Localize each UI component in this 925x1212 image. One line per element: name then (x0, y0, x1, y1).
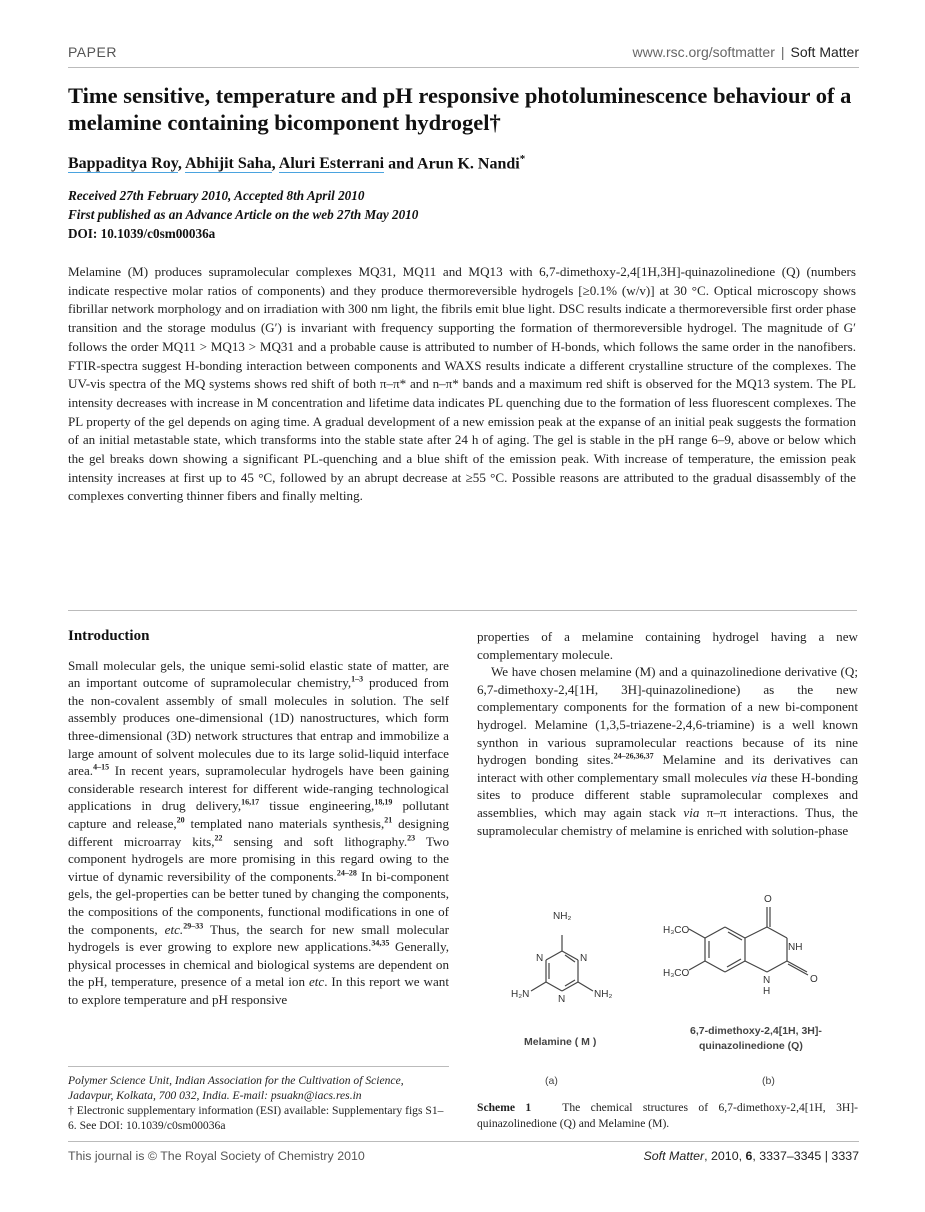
quinazolinedione-label-line1: 6,7-dimethoxy-2,4[1H, 3H]- (690, 1025, 822, 1037)
author-link[interactable]: Aluri Esterrani (278, 155, 385, 173)
footer-divider (68, 1141, 859, 1142)
svg-text:H₃CO: H₃CO (663, 925, 690, 936)
panel-a-label: (a) (545, 1075, 558, 1087)
quinazolinedione-label-line2: quinazolinedione (Q) (699, 1040, 803, 1052)
article-dates (68, 186, 418, 243)
chemical-structures (477, 885, 859, 1095)
citation-link[interactable]: 20 (176, 815, 185, 825)
intro-paragraph: Small molecular gels, the unique semi-solid elastic state of matter, are an important outcome of supramolecular chemistry,$^{1-3}$ produced from the non-covalent assembly of small molecules in solution. The self assembly produces one-dimensional (1D) nanostructures, which form three-dimensional (3D) network structures that entrap and immobilize a large amount of solvent molecules due to its large solid-liquid interface area.$^{4-15}$ In recent years, supramolecular hydrogels have been gaining considerable research interest for different wide-ranging technological applications in drug delivery,$^{16,17}$ tissue engineering,$^{18,19}$ pollutant capture and release,$^{20}$ templated nano materials synthesis,$^{21}$ designing different microarray kits,$^{22}$ sensing and soft lithography.$^{23}$ Two component hydrogels are more promising in this regard owing to the virtue of dynamic reversibility of the components.$^{24-28}$ In bi-component gels, the gel-properties can be better tuned by changing the components, the compositions of the components, functional modifications in one of the components, etc.$^{29-33}$ Thus, the search for new small molecular hydrogels is ever growing to explore new applications.$^{34,35}$ Generally, physical processes in chemical and biological systems are dependent on the pH, temperature, presence of a metal ion etc. In this report we want to explore temperature and pH responsive (68, 657, 450, 1007)
intro-paragraph-continued: properties of a melamine containing hydrogel having a new complementary molecule. (477, 629, 858, 662)
author-list: Bappaditya Roy, Abhijit Saha, Aluri Esterrani and Arun K. Nandi* (68, 153, 526, 173)
corresponding-mark: * (519, 153, 526, 165)
svg-text:NH: NH (788, 942, 803, 953)
section-heading: Introduction (68, 628, 150, 644)
svg-text:O: O (810, 974, 818, 985)
running-header (68, 44, 859, 66)
esi-footnote: † Electronic supplementary information (ESI) available: Supplementary figs S1–6. See DOI: 10.1039/c0sm00036a (68, 1104, 444, 1132)
citation-link[interactable]: 34,35 (371, 938, 390, 948)
melamine-label: Melamine ( M ) (524, 1036, 597, 1048)
journal-url-link[interactable]: www.rsc.org/softmatter (632, 44, 775, 60)
scheme-1-figure (477, 885, 859, 1095)
citation-link[interactable]: 1–3 (351, 674, 364, 684)
citation-link[interactable]: 21 (384, 815, 393, 825)
citation-link[interactable]: 16,17 (241, 797, 260, 807)
doi-link[interactable]: DOI: 10.1039/c0sm00036a (68, 226, 216, 241)
svg-text:H₂N: H₂N (511, 989, 530, 1000)
citation-link[interactable]: 4–15 (93, 762, 110, 772)
svg-text:NH₂: NH₂ (553, 911, 572, 922)
scheme-caption: Scheme 1 The chemical structures of 6,7-dimethoxy-2,4[1H, 3H]-quinazolinedione (Q) and Melamine (M). (477, 1101, 858, 1130)
section-label: PAPER (68, 44, 117, 60)
journal-header: www.rsc.org/softmatter | Soft Matter (632, 44, 859, 60)
citation-link[interactable]: 18,19 (374, 797, 393, 807)
intro-paragraph: We have chosen melamine (M) and a quinazolinedione derivative (Q; 6,7-dimethoxy-2,4[1H, 3H]-quinazolinedione) as the new complementary components for the formation of a new bi-component hydrogel. Melamine (1,3,5-triazene-2,4,6-triamine) is a well known synthon in various supramolecular reactions because of its nine hydrogen bonding sites.$^{24-26,36,37}$ Melamine and its derivatives can interact with other complementary small molecules via these H-bonding sites to produce different stable supramolecular complexes and assemblies, which may again stack via π–π interactions. Thus, the supramolecular chemistry of melamine is enriched with solution-phase (477, 664, 858, 838)
right-column (477, 628, 858, 839)
citation-link[interactable]: 24–28 (336, 868, 357, 878)
svg-text:O: O (764, 894, 772, 905)
citation-link[interactable]: 22 (214, 833, 223, 843)
panel-b-label: (b) (762, 1075, 775, 1087)
svg-text:NH₂: NH₂ (594, 989, 613, 1000)
svg-text:N: N (580, 953, 588, 964)
abstract: Melamine (M) produces supramolecular complexes MQ31, MQ11 and MQ13 with 6,7-dimethoxy-2,4[1H,3H]-quinazolinedione (Q) (numbers indicate respective molar ratios of components) and they produce thermoreversible hydrogels [≥0.1% (w/v)] at 30 °C. Optical microscopy shows fibrillar network morphology and on irradiation with 300 nm light, the fibrils emit blue light. DSC results indicate a thermoreversible first order phase transition and the storage modulus (G′) is invariant with frequency supporting the formation of thermoreversible hydrogel. The magnitude of G′ follows the order MQ11 > MQ13 > MQ31 and a probable cause is attributed to number of H-bonds, which follows the same order in the nanofibers. FTIR-spectra suggest H-bonding interaction between components and WAXS results indicate a different crystalline structure of the complexes. The UV-vis spectra of the MQ systems shows red shift of both π–π* and n–π* bands and a maximum red shift is observed for the MQ13 system. The PL intensity decreases with increase in M concentration and lifetime data indicates PL quenching due to the formation of less fluorescent complexes. The PL property of the gel depends on aging time. A gradual development of a new emission peak at the expanse of an initial peak suggests the formation of an initial metastable state, which transforms into the stable state after 24 h of aging. The gel is stable in the pH range 6–9, above or below which the gel breaks down showing a significant PL-quenching and a blue shift of the emission peak. With increase of temperature, the emission peak intensity increases at first up to 45 °C, followed by an abrupt decrease at ≥55 °C. Possible reasons are attributed to the gradual disassembly of the complexes converting thinner fibers and finally melting. (68, 264, 856, 504)
page-number: 3337 (831, 1149, 859, 1163)
citation-link[interactable]: 29–33 (183, 921, 204, 931)
svg-text:N: N (558, 994, 566, 1005)
svg-text:N: N (763, 975, 771, 986)
article-title: Time sensitive, temperature and pH responsive photoluminescence behaviour of a melamine containing bicomponent hydrogel† (68, 83, 852, 135)
svg-text:H: H (763, 986, 771, 997)
author-name: Arun K. Nandi (417, 155, 520, 173)
footnotes (68, 1073, 449, 1133)
citation-link[interactable]: 23 (407, 833, 416, 843)
footnote-divider (68, 1066, 449, 1067)
header-divider (68, 67, 859, 68)
author-link[interactable]: Abhijit Saha (184, 155, 272, 173)
author-link[interactable]: Bappaditya Roy (68, 155, 178, 173)
affiliation-footnote: Polymer Science Unit, Indian Association for the Cultivation of Science, Jadavpur, Kolkata, 700 032, India. E-mail: psuakn@iacs.res.in (68, 1074, 404, 1102)
svg-text:H₃CO: H₃CO (663, 968, 690, 979)
svg-text:N: N (536, 953, 544, 964)
citation-info: Soft Matter, 2010, 6, 3337–3345 | 3337 (643, 1149, 859, 1163)
published-date: First published as an Advance Article on the web 27th May 2010 (68, 207, 419, 222)
abstract-divider (68, 610, 857, 611)
quinazolinedione-structure (689, 907, 808, 975)
left-column (68, 628, 449, 1008)
citation-link[interactable]: 24–26,36,37 (613, 751, 654, 761)
copyright-notice: This journal is © The Royal Society of Chemistry 2010 (68, 1149, 365, 1163)
page-footer (68, 1149, 859, 1169)
journal-name: Soft Matter (790, 44, 859, 60)
received-date: Received 27th February 2010, Accepted 8th April 2010 (68, 188, 365, 203)
